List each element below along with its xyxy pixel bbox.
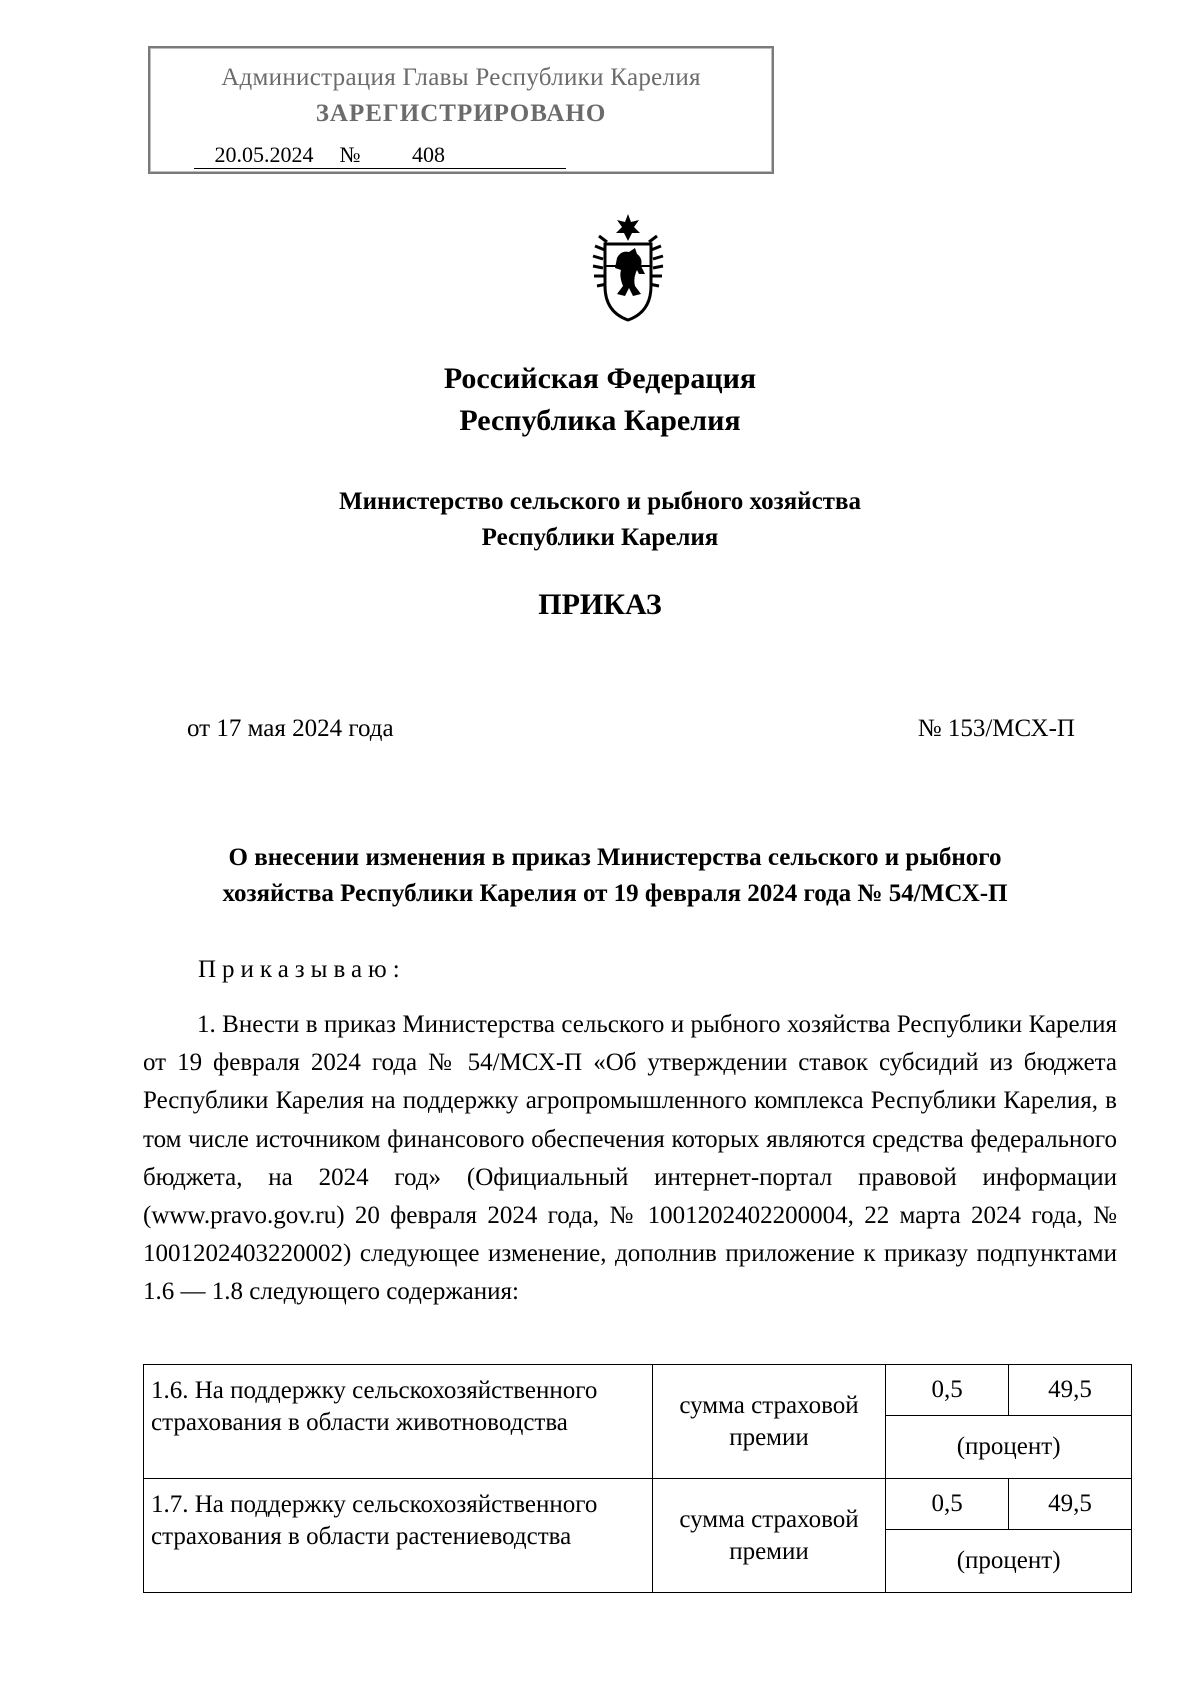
ministry-line2: Республики Карелия — [481, 524, 719, 551]
row-value2: 49,5 — [1009, 1365, 1132, 1416]
row-name: 1.7. На поддержку сельскохозяйственного страхования в области растениеводства — [144, 1479, 653, 1593]
rates-table — [143, 1364, 1132, 1593]
row-name: 1.6. На поддержку сельскохозяйственного страхования в области животноводства — [144, 1365, 653, 1479]
document-type: ПРИКАЗ — [538, 588, 662, 621]
stamp-status: ЗАРЕГИСТРИРОВАНО — [315, 100, 607, 127]
row-value1: 0,5 — [886, 1479, 1009, 1530]
order-subject — [150, 840, 1080, 912]
stamp-number: 408 — [366, 142, 566, 169]
stamp-organization: Администрация Главы Республики Карелия — [221, 64, 701, 91]
row-unit: (процент) — [886, 1530, 1132, 1593]
subject-line2: хозяйства Республики Карелия от 19 февраля 2024 года № 54/МСХ-П — [222, 880, 1008, 907]
stamp-number-label: № — [334, 142, 366, 169]
table-row — [144, 1365, 1132, 1416]
region-name: Республика Карелия — [459, 404, 741, 437]
row-measure: сумма страховой премии — [652, 1365, 886, 1479]
registration-stamp — [148, 46, 774, 174]
orders-word: Приказываю: — [198, 956, 406, 983]
ministry-line1: Министерство сельского и рыбного хозяйства — [339, 488, 861, 515]
order-number: № 153/МСХ-П — [917, 715, 1075, 742]
table-row — [144, 1479, 1132, 1530]
row-value1: 0,5 — [886, 1365, 1009, 1416]
country-name: Российская Федерация — [443, 362, 757, 395]
row-unit: (процент) — [886, 1416, 1132, 1479]
row-value2: 49,5 — [1009, 1479, 1132, 1530]
subject-line1: О внесении изменения в приказ Министерства сельского и рыбного — [228, 844, 1002, 871]
stamp-date: 20.05.2024 — [194, 142, 334, 169]
header-ministry — [0, 484, 1200, 556]
coat-of-arms-icon — [585, 212, 671, 324]
header-country — [0, 358, 1200, 442]
paragraph-1: 1. Внести в приказ Министерства сельского и рыбного хозяйства Республики Карелия от 19 февраля 2024 года № 54/МСХ-П «Об утверждении ставок субсидий из бюджета Республики Карелия на поддержку агропромышленного комплекса Республики Карелия, в том числе источником финансового обеспечения которых являются средства федерального бюджета, на 2024 год» (Официальный интернет-портал правовой информации (www.pravo.gov.ru) 20 февраля 2024 года, № 1001202402200004, 22 марта 2024 года, № 1001202403220002) следующее изменение, дополнив приложение к приказу подпунктами 1.6 — 1.8 следующего содержания: — [143, 1011, 1117, 1306]
row-measure: сумма страховой премии — [652, 1479, 886, 1593]
order-date: от 17 мая 2024 года — [187, 715, 394, 742]
